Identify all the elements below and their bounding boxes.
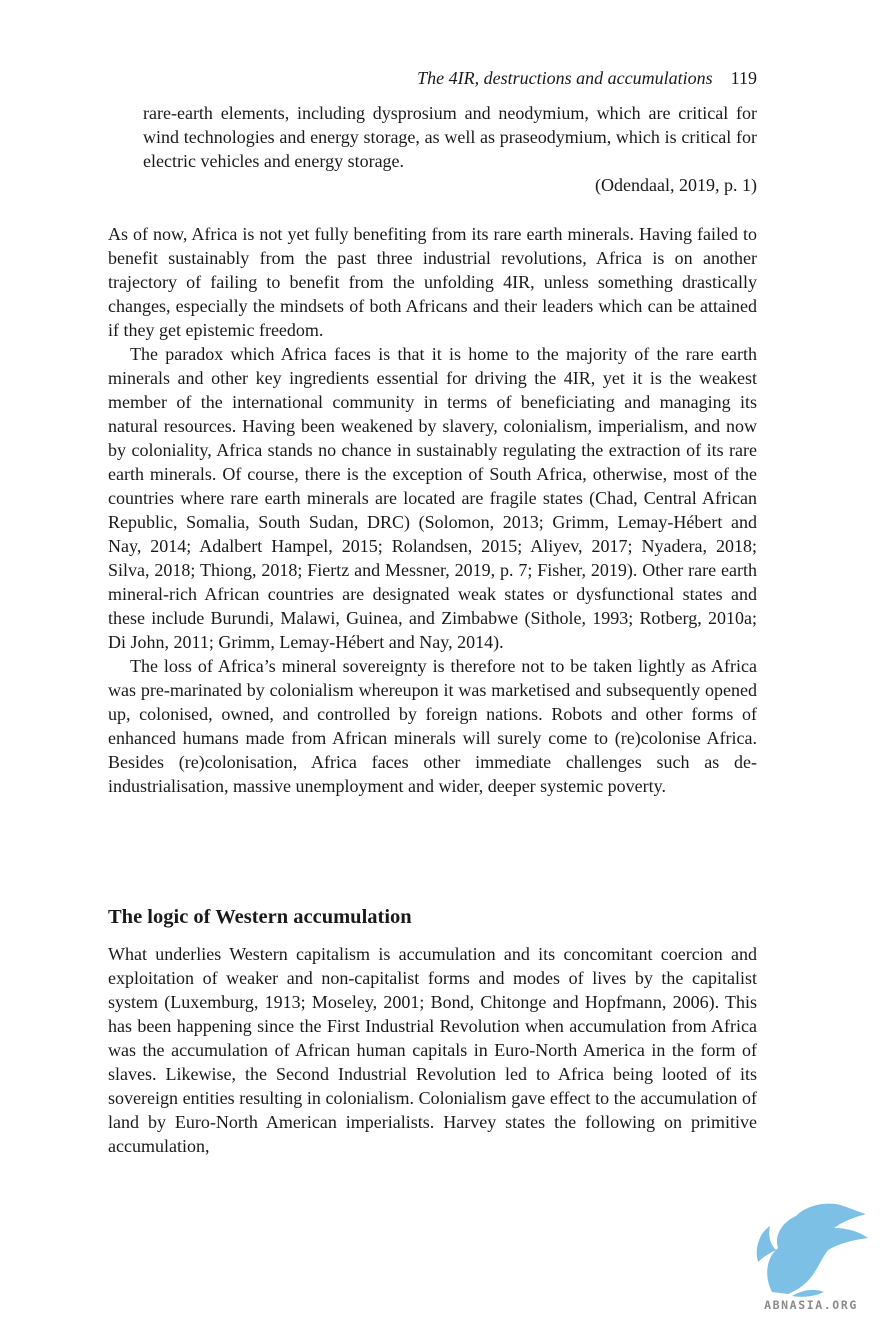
- paragraph-3: The loss of Africa’s mineral sovereignty is therefore not to be taken lightly as Africa was pre-marinated by colonialism whereupon it was marketised and subsequently opened up, colonised, owned, and controlled by foreign nations. Robots and other forms of enhanced humans made from African minerals will surely come to (re)colonise Africa. Besides (re)colonisation, Africa faces other immediate challenges such as de-industrialisation, massive unemployment and wider, deeper systemic poverty.: [108, 656, 757, 796]
- running-title: The 4IR, destructions and accumulations: [417, 68, 713, 88]
- body-text: [108, 222, 757, 798]
- section-body: [108, 942, 757, 1158]
- block-quote: [143, 101, 757, 197]
- griffin-logo-icon: [752, 1192, 870, 1300]
- paragraph-2: The paradox which Africa faces is that it is home to the majority of the rare earth minerals and other key ingredients essential for driving the 4IR, yet it is the weakest member of the international community in terms of beneficiating and managing its natural resources. Having been weakened by slavery, colonialism, imperialism, and now by coloniality, Africa stands no chance in sustainably regulating the extraction of its rare earth minerals. Of course, there is the exception of South Africa, otherwise, most of the countries where rare earth minerals are located are fragile states (Chad, Central African Republic, Somalia, South Sudan, DRC) (Solomon, 2013; Grimm, Lemay-Hébert and Nay, 2014; Adalbert Hampel, 2015; Rolandsen, 2015; Aliyev, 2017; Nyadera, 2018; Silva, 2018; Thiong, 2018; Fiertz and Messner, 2019, p. 7; Fisher, 2019). Other rare earth mineral-rich African countries are designated weak states or dysfunctional states and these include Burundi, Malawi, Guinea, and Zimbabwe (Sithole, 1993; Rotberg, 2010a; Di John, 2011; Grimm, Lemay-Hébert and Nay, 2014).: [108, 344, 757, 652]
- paragraph-1: As of now, Africa is not yet fully benefiting from its rare earth minerals. Having failed to benefit sustainably from the past three industrial revolutions, Africa is on another trajectory of failing to benefit from the unfolding 4IR, unless something drastically changes, especially the mindsets of both Africans and their leaders which can be attained if they get epistemic freedom.: [108, 224, 757, 340]
- watermark-text: ABNASIA.ORG: [764, 1298, 858, 1312]
- quote-citation: (Odendaal, 2019, p. 1): [595, 175, 757, 195]
- running-header: [108, 66, 757, 90]
- quote-text: rare-earth elements, including dysprosium and neodymium, which are critical for wind technologies and energy storage, as well as praseodymium, which is critical for electric vehicles and energy storage.: [143, 103, 757, 171]
- section-heading: The logic of Western accumulation: [108, 906, 412, 928]
- page-number: 119: [730, 68, 757, 88]
- section-paragraph: What underlies Western capitalism is accumulation and its concomitant coercion and exploitation of weaker and non-capitalist forms and modes of lives by the capitalist system (Luxemburg, 1913; Moseley, 2001; Bond, Chitonge and Hopfmann, 2006). This has been happening since the First Industrial Revolution when accumulation from Africa was the accumulation of African human capitals in Euro-North America in the form of slaves. Likewise, the Second Industrial Revolution led to Africa being looted of its sovereign entities resulting in colonialism. Colonialism gave effect to the accumulation of land by Euro-North American imperialists. Harvey states the following on primitive accumulation,: [108, 944, 757, 1156]
